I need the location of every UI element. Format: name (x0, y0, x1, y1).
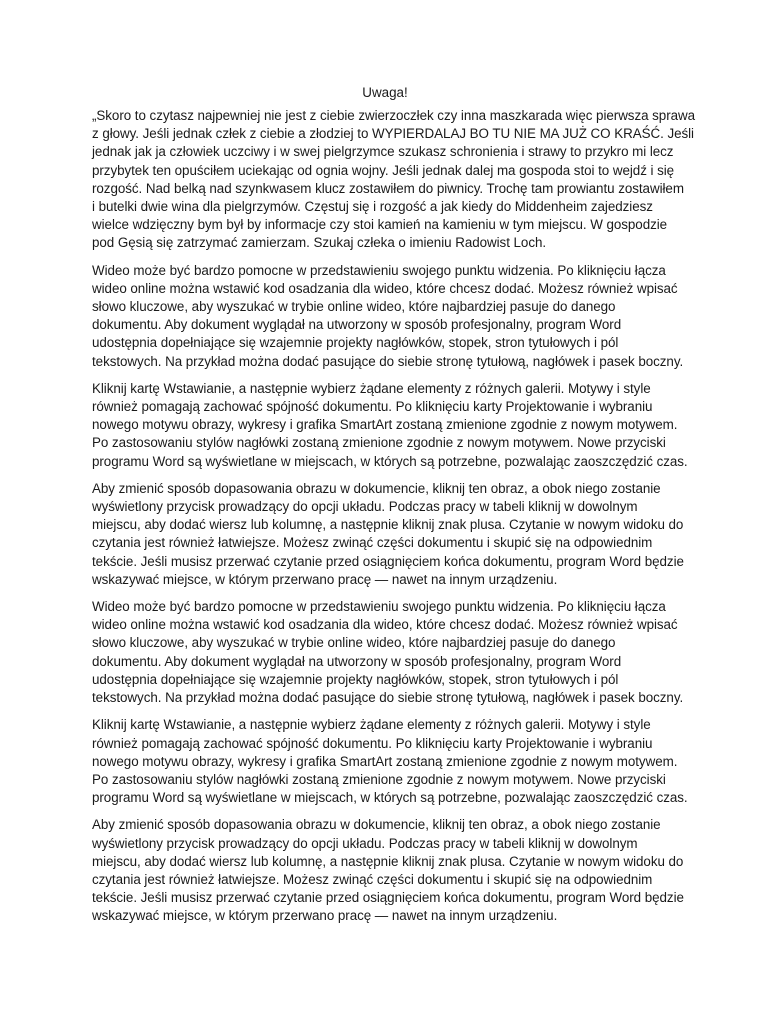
text-line: Aby zmienić sposób dopasowania obrazu w dokumencie, kliknij ten obraz, a obok niego zostanie (92, 480, 661, 496)
paragraph-7 (92, 816, 684, 925)
text-line: również pomagają zachować spójność dokumentu. Po kliknięciu karty Projektowanie i wybraniu (92, 399, 653, 415)
text-line: dokumentu. Aby dokument wyglądał na utworzony w sposób profesjonalny, program Word (92, 317, 622, 333)
paragraph-4 (92, 480, 684, 589)
text-line: wideo online można wstawić kod osadzania dla wideo, które chcesz dodać. Możesz również wpisać (92, 280, 678, 296)
text-line: miejscu, aby dodać wiersz lub kolumnę, a następnie kliknij znak plusa. Czytanie w nowym widoku do (92, 517, 684, 533)
text-line: tekście. Jeśli musisz przerwać czytanie przed osiągnięciem końca dokumentu, program Word będzie (92, 553, 684, 569)
text-line: wskazywać miejsce, w którym przerwano pracę — nawet na innym urządzeniu. (92, 571, 558, 587)
text-line: przybytek ten opuściłem uciekając od ognia wojny. Jeśli jednak dalej ma gospoda stoi to wejdź i się (92, 162, 675, 178)
text-line: tekstowych. Na przykład można dodać pasujące do siebie stronę tytułową, nagłówek i pasek boczny. (92, 690, 684, 706)
text-line: wskazywać miejsce, w którym przerwano pracę — nawet na innym urządzeniu. (92, 908, 558, 924)
text-line: i butelki dwie wina dla pielgrzymów. Częstuj się i rozgość a jak kiedy do Middenheim zajedziesz (92, 199, 653, 215)
text-line: udostępnia dopełniające się wzajemnie projekty nagłówków, stopek, stron tytułowych i pól (92, 335, 619, 351)
text-line: wideo online można wstawić kod osadzania dla wideo, które chcesz dodać. Możesz również wpisać (92, 617, 678, 633)
text-line: słowo kluczowe, aby wyszukać w trybie online wideo, które najbardziej pasuje do danego (92, 299, 616, 315)
text-line: Aby zmienić sposób dopasowania obrazu w dokumencie, kliknij ten obraz, a obok niego zostanie (92, 817, 661, 833)
text-line: czytania jest również łatwiejsze. Możesz zwinąć części dokumentu i skupić się na odpowiednim (92, 871, 653, 887)
text-line: wielce wdzięczny bym był by informacje czy stoi kamień na kamieniu w tym miejscu. W gospodzie (92, 217, 668, 233)
text-line: nowego motywu obrazy, wykresy i grafika SmartArt zostaną zmienione zgodnie z nowym motywem. (92, 417, 678, 433)
paragraph-2 (92, 262, 684, 371)
text-line: tekście. Jeśli musisz przerwać czytanie przed osiągnięciem końca dokumentu, program Word będzie (92, 890, 684, 906)
text-line: jednak jak ja człowiek uczciwy i w swej pielgrzymce szukasz schronienia i strawy to przykro mi lecz (92, 144, 674, 160)
text-line: dokumentu. Aby dokument wyglądał na utworzony w sposób profesjonalny, program Word (92, 653, 622, 669)
text-line: wyświetlony przycisk prowadzący do opcji układu. Podczas pracy w tabeli kliknij w dowolnym (92, 835, 638, 851)
document-title: Uwaga! (362, 85, 408, 100)
text-line: rozgość. Nad belką nad szynkwasem klucz zostawiłem do piwnicy. Trochę tam prowiantu zostawiłem (92, 180, 684, 196)
text-line: programu Word są wyświetlane w miejscach, w których są potrzebne, pozwalając zaoszczędzić czas. (92, 790, 688, 806)
text-line: również pomagają zachować spójność dokumentu. Po kliknięciu karty Projektowanie i wybraniu (92, 735, 653, 751)
paragraph-1 (92, 107, 696, 253)
text-line: „Skoro to czytasz najpewniej nie jest z ciebie zwierzoczłek czy inna maszkarada więc pierwsza sprawa (92, 108, 696, 123)
text-line: słowo kluczowe, aby wyszukać w trybie online wideo, które najbardziej pasuje do danego (92, 635, 616, 651)
text-line: z głowy. Jeśli jednak człek z ciebie a złodziej to WYPIERDALAJ BO TU NIE MA JUŻ CO KRAŚĆ. Jeśli (92, 126, 694, 142)
text-line: miejscu, aby dodać wiersz lub kolumnę, a następnie kliknij znak plusa. Czytanie w nowym widoku do (92, 853, 684, 869)
paragraph-6 (92, 716, 688, 807)
text-line: wyświetlony przycisk prowadzący do opcji układu. Podczas pracy w tabeli kliknij w dowolnym (92, 499, 638, 515)
text-line: udostępnia dopełniające się wzajemnie projekty nagłówków, stopek, stron tytułowych i pól (92, 671, 619, 687)
text-line: Kliknij kartę Wstawianie, a następnie wybierz żądane elementy z różnych galerii. Motywy i style (92, 717, 651, 733)
text-line: Kliknij kartę Wstawianie, a następnie wybierz żądane elementy z różnych galerii. Motywy i style (92, 380, 651, 396)
text-line: Wideo może być bardzo pomocne w przedstawieniu swojego punktu widzenia. Po kliknięciu łącza (92, 599, 666, 615)
text-line: Po zastosowaniu stylów nagłówki zostaną zmienione zgodnie z nowym motywem. Nowe przyciski (92, 435, 666, 451)
text-line: Wideo może być bardzo pomocne w przedstawieniu swojego punktu widzenia. Po kliknięciu łącza (92, 262, 666, 278)
text-line: pod Gęsią się zatrzymać zamierzam. Szukaj człeka o imieniu Radowist Loch. (92, 235, 547, 251)
paragraph-5 (92, 598, 684, 707)
paragraph-3 (92, 380, 688, 471)
text-line: tekstowych. Na przykład można dodać pasujące do siebie stronę tytułową, nagłówek i pasek boczny. (92, 353, 684, 369)
text-line: nowego motywu obrazy, wykresy i grafika SmartArt zostaną zmienione zgodnie z nowym motywem. (92, 753, 678, 769)
text-line: programu Word są wyświetlane w miejscach, w których są potrzebne, pozwalając zaoszczędzić czas. (92, 453, 688, 469)
text-line: Po zastosowaniu stylów nagłówki zostaną zmienione zgodnie z nowym motywem. Nowe przyciski (92, 771, 666, 787)
text-line: czytania jest również łatwiejsze. Możesz zwinąć części dokumentu i skupić się na odpowiednim (92, 535, 653, 551)
